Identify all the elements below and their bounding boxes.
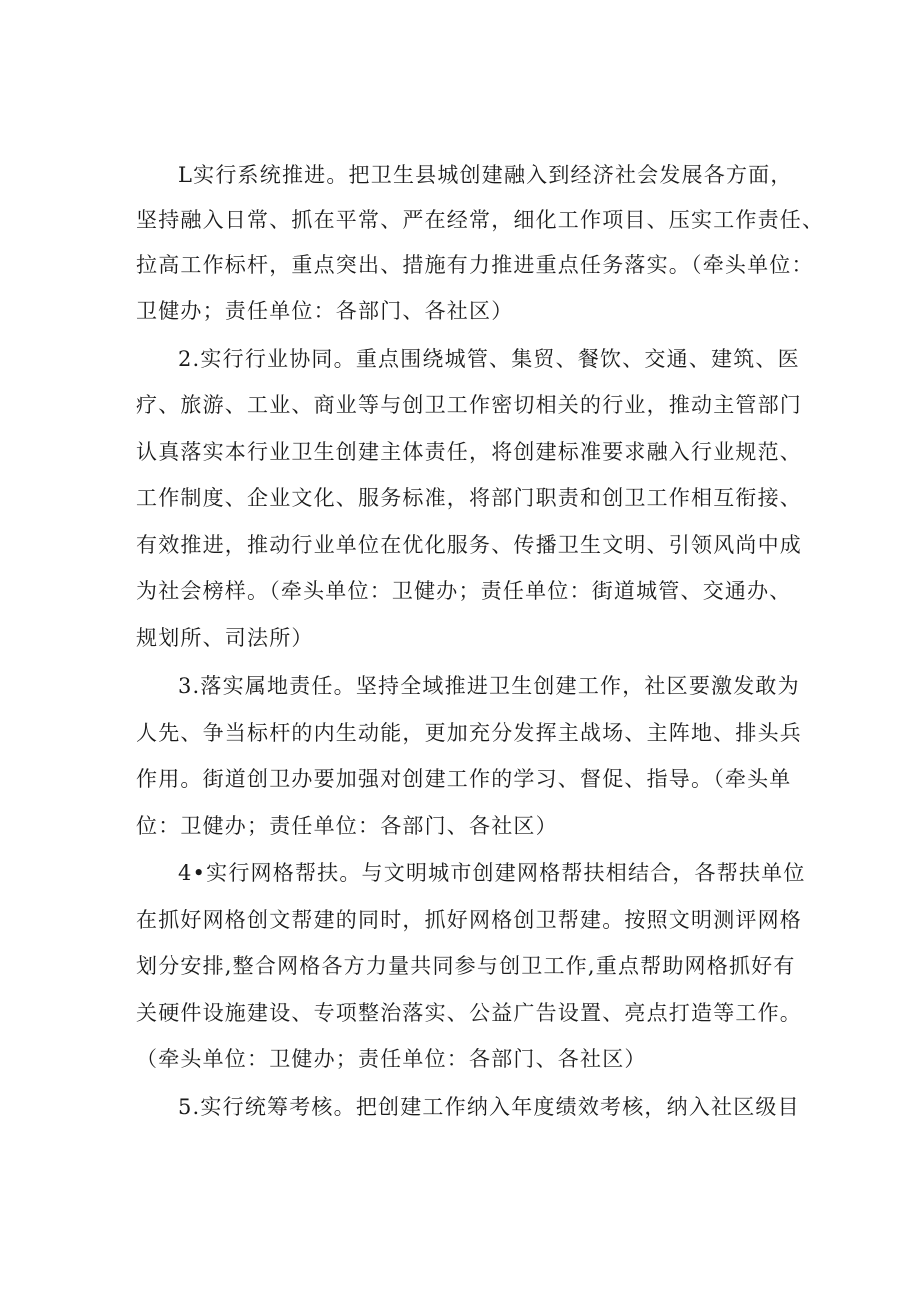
paragraph-3-line-3: 作用。街道创卫办要加强对创建工作的学习、督促、指导。（牵头单	[136, 767, 792, 791]
paragraph-4-line-1: 4•实行网格帮扶。与文明城市创建网格帮扶相结合，各帮扶单位	[178, 861, 806, 885]
paragraph-2-line-4: 工作制度、企业文化、服务标准，将部门职责和创卫工作相互衔接、	[136, 486, 802, 510]
paragraph-1-line-1: L实行系统推进。把卫生县城创建融入到经济社会发展各方面，	[178, 163, 793, 187]
paragraph-2-line-3: 认真落实本行业卫生创建主体责任，将创建标准要求融入行业规范、	[136, 440, 802, 464]
paragraph-3-line-1: 3.落实属地责任。坚持全域推进卫生创建工作，社区要激发敢为	[178, 674, 800, 698]
paragraph-2-line-5: 有效推进，推动行业单位在优化服务、传播卫生文明、引领风尚中成	[136, 533, 802, 557]
paragraph-4-line-3: 划分安排,整合网格各方力量共同参与创卫工作,重点帮助网格抓好有	[136, 954, 796, 978]
paragraph-2-line-7: 规划所、司法所）	[136, 626, 314, 650]
paragraph-2-line-2: 疗、旅游、工业、商业等与创卫工作密切相关的行业，推动主管部门	[136, 393, 802, 417]
paragraph-1-line-2: 坚持融入日常、抓在平常、严在经常，细化工作项目、压实工作责任、	[136, 208, 825, 232]
paragraph-4-line-2: 在抓好网格创文帮建的同时，抓好网格创卫帮建。按照文明测评网格	[136, 908, 802, 932]
paragraph-5-line-1: 5.实行统筹考核。把创建工作纳入年度绩效考核，纳入社区级目	[178, 1095, 800, 1119]
paragraph-2-line-6: 为社会榜样。（牵头单位：卫健办；责任单位：街道城管、交通办、	[136, 579, 792, 603]
paragraph-3-line-2: 人先、争当标杆的内生动能，更加充分发挥主战场、主阵地、排头兵	[136, 721, 802, 745]
paragraph-3-line-4: 位：卫健办；责任单位：各部门、各社区）	[136, 814, 558, 838]
paragraph-4-line-5: （牵头单位：卫健办；责任单位：各部门、各社区）	[136, 1047, 647, 1071]
paragraph-2-line-1: 2.实行行业协同。重点围绕城管、集贸、餐饮、交通、建筑、医	[178, 347, 800, 371]
paragraph-1-line-3: 拉高工作标杆，重点突出、措施有力推进重点任务落实。（牵头单位：	[136, 253, 814, 277]
paragraph-1-line-4: 卫健办；责任单位：各部门、各社区）	[136, 299, 514, 323]
paragraph-4-line-4: 关硬件设施建设、专项整治落实、公益广告设置、亮点打造等工作。	[136, 1001, 802, 1025]
